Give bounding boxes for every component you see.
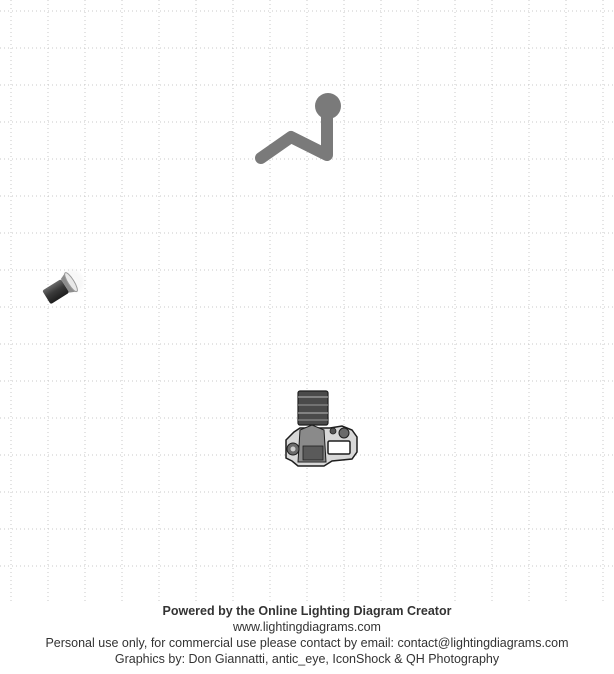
credits-text: Graphics by: Don Giannatti, antic_eye, IconShock & QH Photography [114, 652, 500, 666]
powered-by-text: Powered by the Online Lighting Diagram Creator [162, 604, 452, 618]
strobe-light-icon[interactable] [39, 263, 90, 310]
license-text: Personal use only, for commercial use please contact by email: contact@lightingdiagrams.com [45, 636, 569, 650]
person-icon[interactable] [261, 93, 341, 158]
camera-icon[interactable] [286, 391, 357, 466]
website-text: www.lightingdiagrams.com [233, 620, 381, 634]
